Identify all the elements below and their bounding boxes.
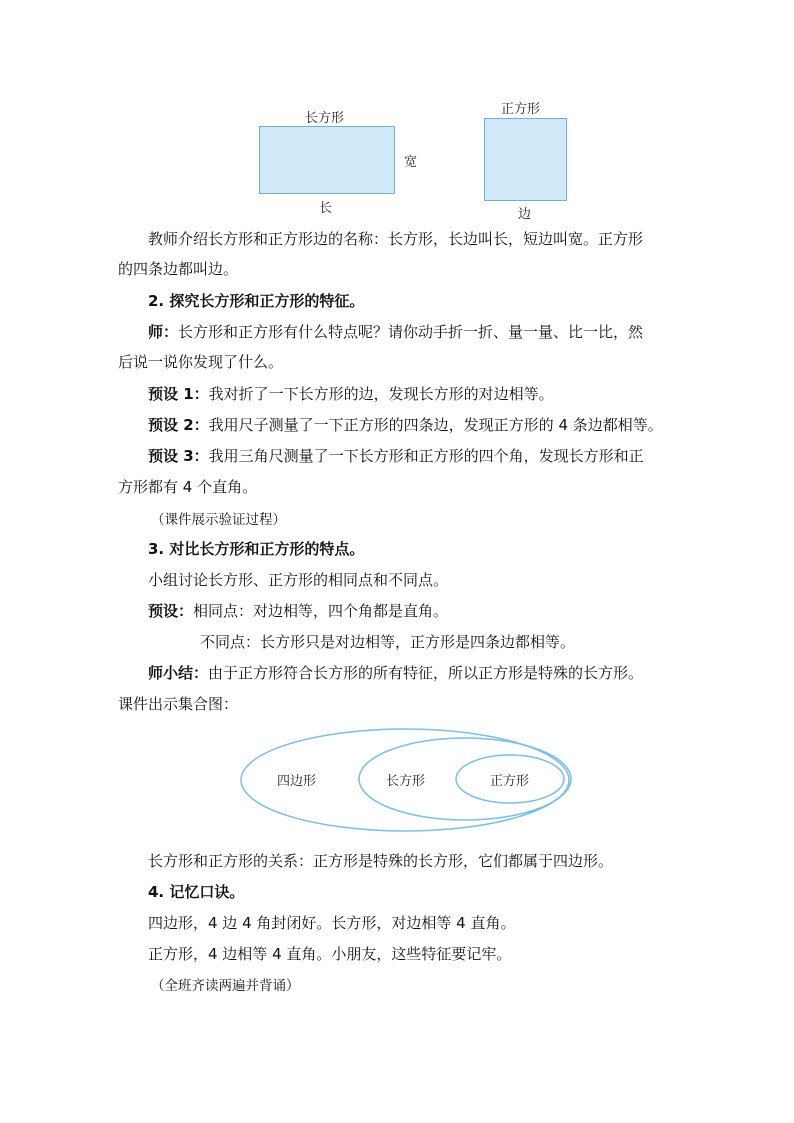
rhyme-line-1: 四边形，4 边 4 角封闭好。长方形，对边相等 4 直角。 xyxy=(148,914,516,932)
rectangle-shape xyxy=(259,126,395,194)
quadrilateral-label: 四边形 xyxy=(277,774,317,789)
group-discussion: 小组讨论长方形、正方形的相同点和不同点。 xyxy=(148,571,449,589)
preset-1-label: 预设 1： xyxy=(148,385,209,403)
heading-4: 4. 记忆口诀。 xyxy=(148,883,245,901)
preset-3-line-1 xyxy=(148,445,644,467)
square-shape xyxy=(484,118,567,201)
preset-1 xyxy=(148,383,554,405)
square-side-label: 边 xyxy=(518,207,532,222)
teacher-question-line-2: 后说一说你发现了什么。 xyxy=(118,353,284,371)
summary-label: 师小结： xyxy=(148,664,209,682)
set-diagram xyxy=(240,728,580,838)
preset-3-text: 我用三角尺测量了一下长方形和正方形的四个角，发现长方形和正 xyxy=(208,447,644,465)
preset-similarity xyxy=(148,600,448,622)
square-title: 正方形 xyxy=(501,102,541,117)
teacher-question-text: 长方形和正方形有什么特点呢？请你动手折一折、量一量、比一比，然 xyxy=(178,323,644,341)
heading-2: 2. 探究长方形和正方形的特征。 xyxy=(148,292,365,310)
preset-2-label: 预设 2： xyxy=(148,416,209,434)
relation-statement: 长方形和正方形的关系：正方形是特殊的长方形，它们都属于四边形。 xyxy=(148,852,614,870)
preset-label: 预设： xyxy=(148,602,194,620)
note-recite: （全班齐读两遍并背诵） xyxy=(151,978,300,994)
preset-same-text: 相同点：对边相等，四个角都是直角。 xyxy=(193,602,449,620)
teacher-question-line-1 xyxy=(148,321,643,343)
courseware-intro: 课件出示集合图： xyxy=(118,695,239,713)
rectangle-length-label: 长 xyxy=(319,201,333,216)
rectangle-width-label: 宽 xyxy=(404,155,418,170)
preset-difference: 不同点：长方形只是对边相等，正方形是四条边都相等。 xyxy=(200,633,576,651)
rectangle-title: 长方形 xyxy=(305,111,345,126)
teacher-label: 师： xyxy=(148,323,179,341)
summary-text: 由于正方形符合长方形的所有特征，所以正方形是特殊的长方形。 xyxy=(208,664,644,682)
preset-3-line-2: 方形都有 4 个直角。 xyxy=(118,478,258,496)
preset-1-text: 我对折了一下长方形的边，发现长方形的对边相等。 xyxy=(208,385,554,403)
preset-2 xyxy=(148,414,663,436)
preset-2-text: 我用尺子测量了一下正方形的四条边，发现正方形的 4 条边都相等。 xyxy=(208,416,663,434)
note-courseware-verification: （课件展示验证过程） xyxy=(151,512,286,528)
intro-line-1: 教师介绍长方形和正方形边的名称：长方形，长边叫长，短边叫宽。正方形 xyxy=(148,230,644,248)
intro-line-2: 的四条边都叫边。 xyxy=(118,260,239,278)
preset-3-label: 预设 3： xyxy=(148,447,209,465)
rectangle-set-label: 长方形 xyxy=(386,774,426,789)
teacher-summary xyxy=(148,662,643,684)
rhyme-line-2: 正方形，4 边相等 4 直角。小朋友，这些特征要记牢。 xyxy=(148,945,512,963)
heading-3: 3. 对比长方形和正方形的特点。 xyxy=(148,540,365,558)
square-set-label: 正方形 xyxy=(490,774,530,789)
